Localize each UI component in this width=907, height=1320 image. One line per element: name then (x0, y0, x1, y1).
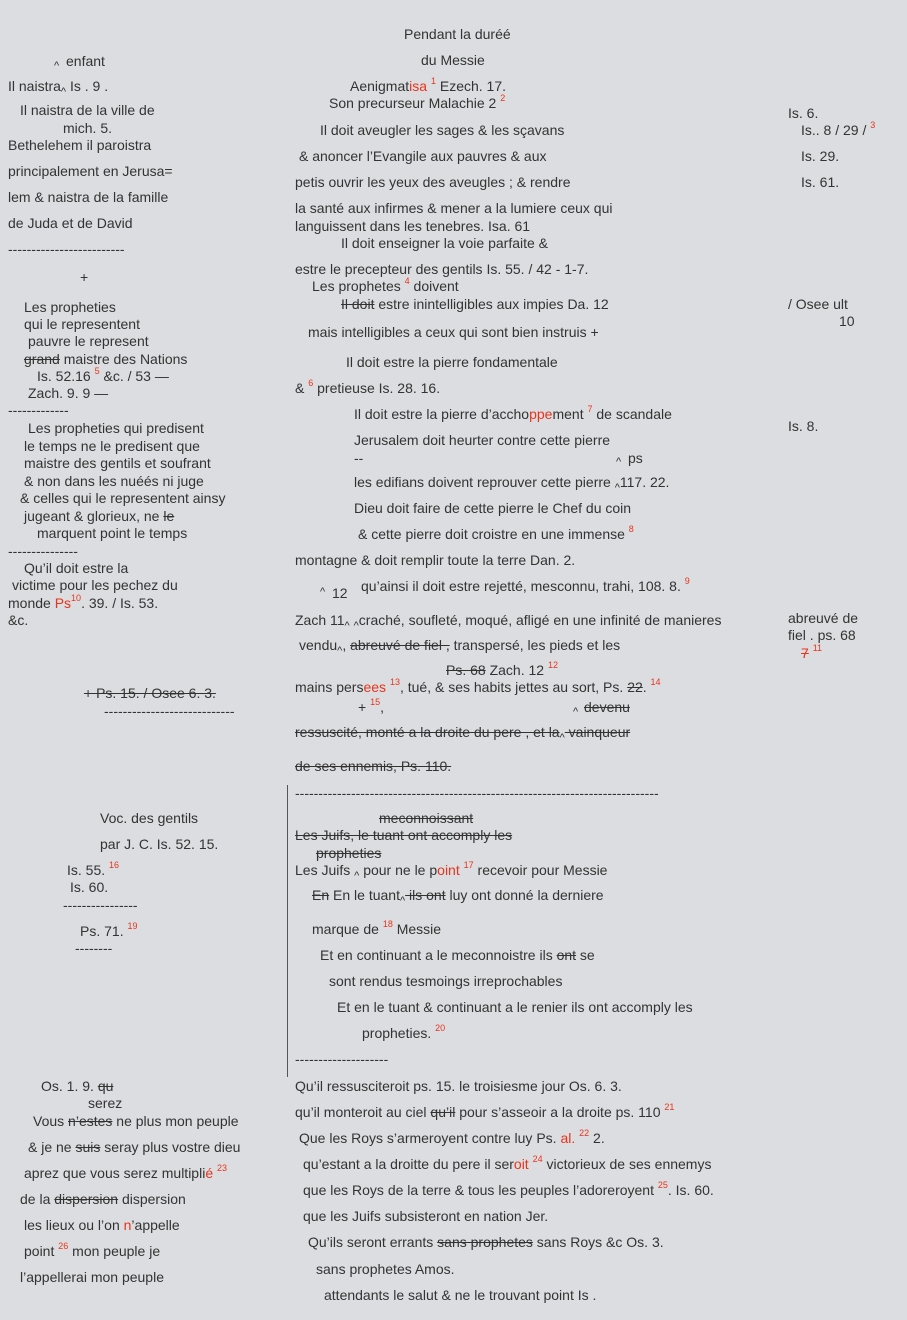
note-victime: monde Ps$^{10}$. 39. / Is. 53. (8, 593, 159, 611)
note-osee: & je ne suis seray plus vostre dieu (28, 1139, 241, 1155)
text-line: les edifians doivent reprouver cette pierre $_{\^{}}$117. 22. (354, 474, 670, 494)
text-line: Il doit estre inintelligibles aux impies Da. 12 (341, 296, 609, 312)
margin-ref: 10 (839, 313, 855, 329)
margin-ref: Is. 8. (788, 418, 819, 434)
text-line: meconnoissant (379, 810, 474, 826)
text-line: vendu$_{\^{}}$, abreuvé de fiel , transpersé, les pieds et les (299, 637, 621, 657)
note-juda: de Juda et de David (8, 215, 133, 231)
text-line: marque de $^{18}$ Messie (312, 919, 442, 937)
note-naistra: Il naistra$_{\^{}}$ Is . 9 . (8, 78, 109, 98)
note-enfant: enfant (66, 53, 105, 69)
note-victime: &c. (8, 612, 29, 628)
divider: ------------------------- (8, 241, 125, 257)
margin-ref: Is. 6. (788, 105, 819, 121)
note-osee: Vous n’estes ne plus mon peuple (33, 1113, 239, 1129)
text-line: Il doit estre la pierre fondamentale (346, 354, 558, 370)
struck-reference: + Ps. 15. / Osee 6. 3. (84, 685, 216, 701)
text-line: & anoncer l’Evangile aux pauvres & aux (299, 148, 547, 164)
text-line: ps (628, 450, 643, 466)
text-line: & $^6$ pretieuse Is. 28. 16. (295, 378, 441, 396)
note-propheties: Zach. 9. 9 — (28, 385, 109, 401)
text-line: Que les Roys s’armeroyent contre luy Ps. al. $^{22}$ 2. (299, 1128, 605, 1146)
note-osee: serez (88, 1095, 123, 1111)
text-line: propheties. $^{20}$ (362, 1023, 446, 1041)
text-line: languissent dans les tenebres. Isa. 61 (295, 218, 531, 234)
note-victime: victime pour les pechez du (12, 577, 178, 593)
margin-ref: Is. 61. (801, 174, 840, 190)
vertical-rule (287, 785, 288, 1077)
margin-ref: Is. 29. (801, 148, 840, 164)
text-line: propheties (316, 845, 382, 861)
text-line: sont rendus tesmoings irreprochables (329, 973, 563, 989)
text-line: -- (354, 450, 364, 466)
note-vocation: par J. C. Is. 52. 15. (100, 836, 219, 852)
divider: ------------------------------------------------------------------------------ (295, 785, 659, 801)
text-line: qu’ainsi il doit estre rejetté, mesconnu, trahi, 108. 8. $^9$ (361, 576, 690, 594)
note-ville: Il naistra de la ville de (20, 102, 155, 118)
text-line: Il doit estre la pierre d’acchoppement $^7$ de scandale (354, 404, 672, 422)
note-mich: mich. 5. (63, 120, 113, 136)
text-line: 12 (332, 585, 348, 601)
text-line: qu’estant a la droitte du pere il seroit $^{24}$ victorieux de ses ennemys (303, 1154, 712, 1172)
text-line: qu’il monteroit au ciel qu’il pour s’asseoir a la droite ps. 110 $^{21}$ (295, 1102, 675, 1120)
margin-ref: Is.. 8 / 29 / $^3$ (801, 120, 876, 138)
note-osee: point $^{26}$ mon peuple je (24, 1241, 161, 1259)
text-line: petis ouvrir les yeux des aveugles ; & rendre (295, 174, 571, 190)
divider: --------------- (8, 543, 78, 559)
text-line: En En le tuant$_{\^{}}$ ils ont luy ont donné la derniere (312, 887, 604, 907)
insertion-caret: ^ (573, 706, 579, 718)
text-line: Zach $11_{\^{}}$ $_{\^{}}$craché, soufleté, moqué, afligé en une infinité de manieres (295, 612, 722, 632)
text-line: & cette pierre doit croistre en une immense $^8$ (358, 524, 634, 542)
text-line: de ses ennemis, Ps. 110. (295, 758, 452, 774)
note-predisent: jugeant & glorieux, ne le (24, 508, 175, 524)
text-line: Jerusalem doit heurter contre cette pierre (354, 432, 611, 448)
text-line: Et en continuant a le meconnoistre ils ont se (320, 947, 595, 963)
text-line: Et en le tuant & continuant a le renier ils ont accomply les (337, 999, 693, 1015)
note-propheties: grand maistre des Nations (24, 351, 188, 367)
text-line: mais intelligibles a ceux qui sont bien instruis + (308, 324, 599, 340)
note-victime: Qu’il doit estre la (24, 560, 129, 576)
note-propheties: pauvre le represent (28, 333, 149, 349)
text-line: Son precurseur Malachie 2 $^2$ (329, 93, 506, 111)
text-line: attendants le salut & ne le trouvant point Is . (324, 1287, 597, 1303)
divider: ------------- (8, 402, 69, 418)
note-predisent: maistre des gentils et soufrant (24, 455, 211, 471)
text-line: + $^{15}$, (358, 697, 384, 715)
note-osee: de la dispersion dispersion (20, 1191, 186, 1207)
note-famille: lem & naistra de la famille (8, 189, 169, 205)
plus-mark: + (80, 269, 89, 285)
note-is55: Is. 55. $^{16}$ (67, 860, 120, 878)
text-line: montagne & doit remplir toute la terre Dan. 2. (295, 552, 576, 568)
insertion-caret: ^ (320, 586, 326, 598)
note-ps71: Ps. 71. $^{19}$ (80, 921, 138, 939)
text-line: Qu’ils seront errants sans prophetes sans Roys &c Os. 3. (308, 1234, 664, 1250)
text-line: Ps. 68 Zach. 12 $^{12}$ (446, 660, 558, 678)
note-osee: les lieux ou l’on n’appelle (24, 1217, 180, 1233)
note-jerusalem: principalement en Jerusa= (8, 163, 173, 179)
text-line: sans prophetes Amos. (316, 1261, 455, 1277)
note-is60: Is. 60. (70, 879, 109, 895)
note-predisent: le temps ne le predisent que (24, 438, 200, 454)
text-line: estre le precepteur des gentils Is. 55. / 42 - 1-7. (295, 261, 589, 277)
text-line: Dieu doit faire de cette pierre le Chef du coin (354, 500, 632, 516)
insertion-caret: ^ (616, 456, 622, 468)
text-line: mains persees $^{13}$, tué, & ses habits jettes au sort, Ps. 22. $^{14}$ (295, 677, 661, 695)
note-osee: Os. 1. 9. qu (41, 1078, 114, 1094)
page-title: Pendant la duréé (404, 26, 511, 42)
note-propheties: Les propheties (24, 299, 116, 315)
margin-ref: fiel . ps. 68 (788, 627, 856, 643)
note-predisent: & non dans les nuéés ni juge (24, 473, 204, 489)
divider: -------------------- (295, 1051, 389, 1067)
text-line: devenu (584, 699, 630, 715)
divider: -------- (75, 940, 113, 956)
note-predisent: Les propheties qui predisent (28, 420, 204, 436)
text-line: Les Juifs, le tuant ont accomply les (295, 827, 513, 843)
text-line: Il doit aveugler les sages & les sçavans (320, 122, 565, 138)
note-osee: l’appellerai mon peuple (20, 1269, 164, 1285)
note-bethlehem: Bethelehem il paroistra (8, 137, 152, 153)
note-propheties: qui le representent (24, 316, 140, 332)
text-line: que les Juifs subsisteront en nation Jer. (303, 1208, 549, 1224)
text-line: la santé aux infirmes & mener a la lumiere ceux qui (295, 200, 613, 216)
margin-ref: abreuvé de (788, 610, 859, 626)
note-vocation: Voc. des gentils (100, 810, 199, 826)
insertion-caret: ^ (54, 60, 60, 72)
note-predisent: marquent point le temps (37, 525, 188, 541)
note-predisent: & celles qui le representent ainsy (20, 490, 226, 506)
note-propheties: Is. 52.16 $^5$ &c. / 53 — (37, 366, 169, 384)
text-line: Aenigmatisa $^1$ Ezech. 17. (350, 76, 507, 94)
text-line: Qu’il ressusciteroit ps. 15. le troisiesme jour Os. 6. 3. (295, 1078, 622, 1094)
text-line: ressuscité, monté a la droite du pere , et $la_{\^{}}$ vainqueur (295, 724, 631, 744)
text-line: Il doit enseigner la voie parfaite & (341, 235, 549, 251)
text-line: que les Roys de la terre & tous les peuples l’adoreroyent $^{25}$. Is. 60. (303, 1180, 714, 1198)
text-line: Les Juifs $_{\^{}}$ pour ne le point $^{17}$ recevoir pour Messie (295, 860, 608, 882)
divider: ---------------- (63, 897, 138, 913)
divider: ---------------------------- (104, 703, 235, 719)
margin-ref: / Osee ult (788, 296, 848, 312)
text-line: Les prophetes $^4$ doivent (312, 276, 459, 294)
note-osee: aprez que vous serez multiplié $^{23}$ (24, 1163, 228, 1181)
page-subtitle: du Messie (421, 52, 485, 68)
margin-ref: 7 $^{11}$ (801, 643, 823, 661)
